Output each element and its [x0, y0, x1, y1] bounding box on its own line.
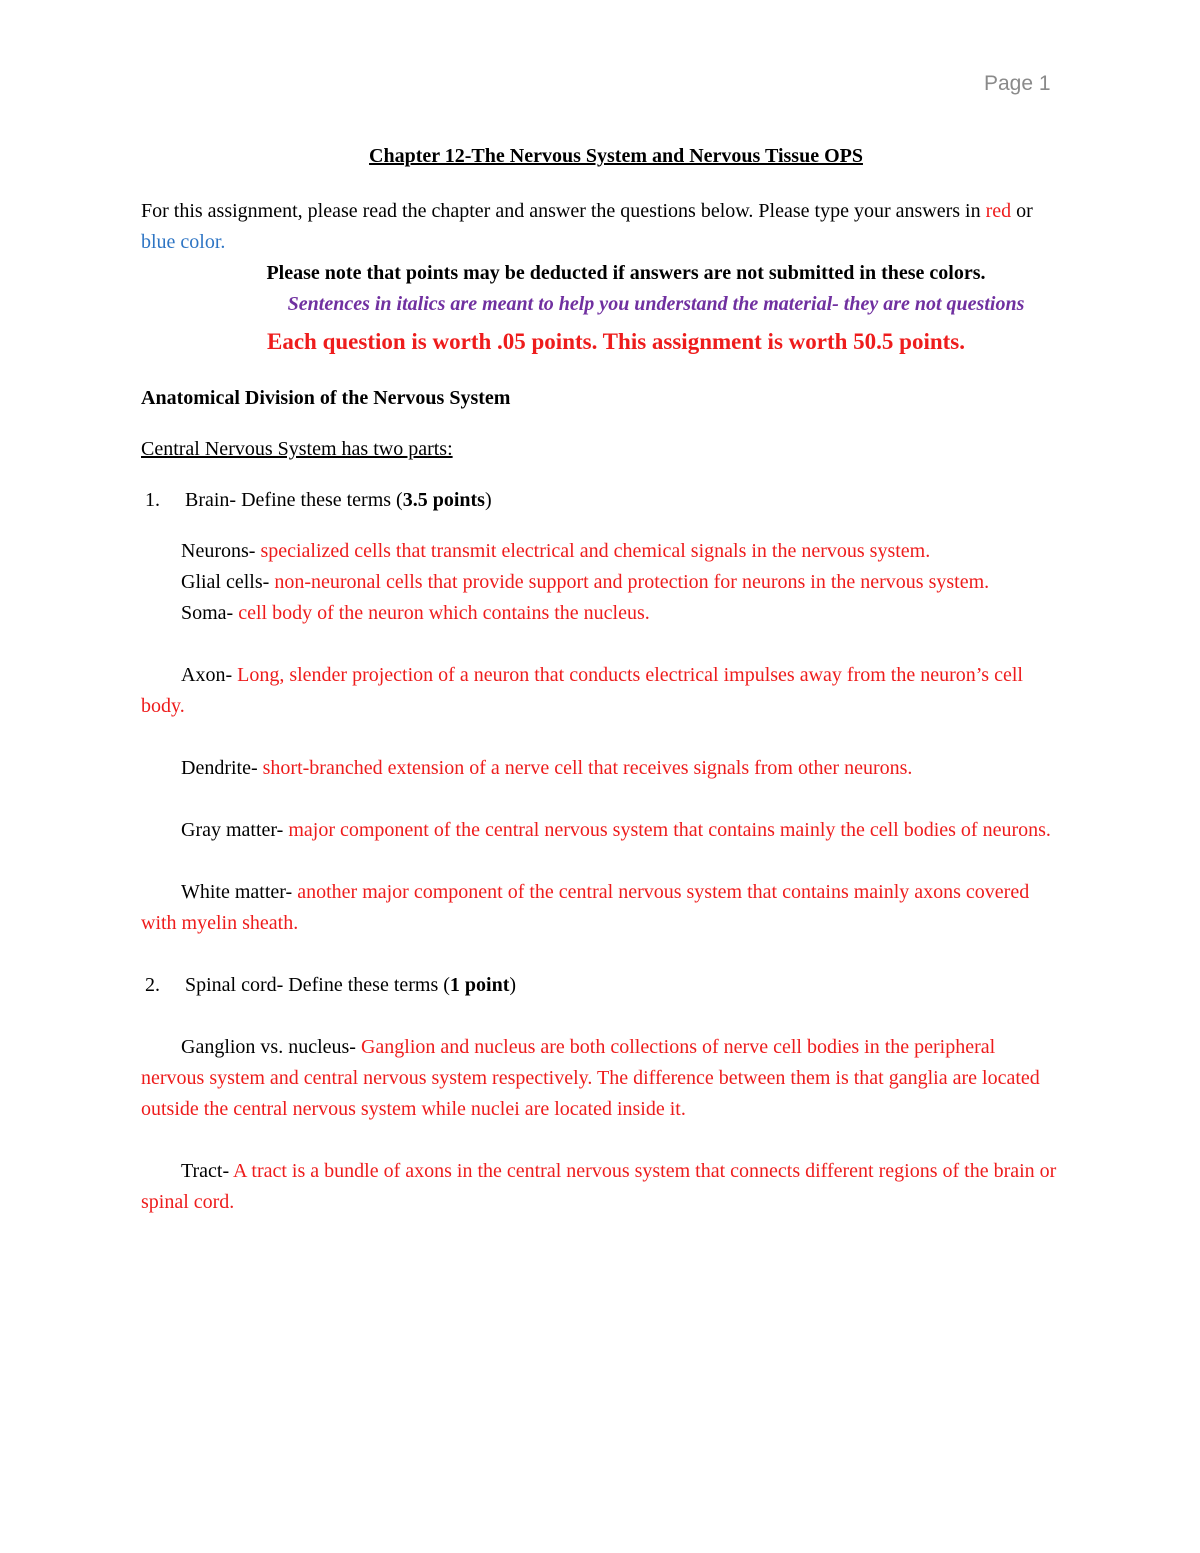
definition-item — [141, 536, 1061, 567]
definition-item — [141, 660, 1061, 722]
definition-item — [141, 753, 1061, 784]
intro-blue-word: blue color. — [141, 231, 226, 253]
answer-text: non-neuronal cells that provide support and protection for neurons in the nervous system. — [274, 571, 990, 593]
question-number: 1. — [145, 489, 160, 511]
question-2 — [141, 970, 1061, 1001]
term-label: Dendrite- — [181, 757, 263, 779]
sub-heading: Central Nervous System has two parts: — [141, 438, 453, 460]
answer-text: short-branched extension of a nerve cell that receives signals from other neurons. — [262, 757, 913, 779]
term-label: Glial cells- — [181, 571, 275, 593]
deduction-note: Please note that points may be deducted if answers are not submitted in these colors. — [266, 262, 986, 284]
definition-item — [141, 598, 1061, 629]
answer-text: Long, slender projection of a neuron that conducts electrical impulses away from the neuron’s cell body. — [141, 664, 1023, 717]
points-note: Each question is worth .05 points. This assignment is worth 50.5 points. — [266, 329, 966, 354]
question-points: 3.5 points — [402, 489, 485, 511]
definition-item — [141, 877, 1061, 939]
answer-text: specialized cells that transmit electrical and chemical signals in the nervous system. — [260, 540, 931, 562]
question-1 — [141, 485, 1061, 516]
question-number: 2. — [145, 974, 160, 996]
term-label: Tract- — [181, 1160, 234, 1182]
answer-text: major component of the central nervous system that contains mainly the cell bodies of neurons. — [288, 819, 1051, 841]
document-body — [141, 141, 1061, 1218]
document-title: Chapter 12-The Nervous System and Nervous Tissue OPS — [369, 145, 863, 167]
prompt-close: ) — [484, 489, 492, 511]
answer-text: cell body of the neuron which contains the nucleus. — [238, 602, 650, 624]
intro-paragraph — [141, 196, 1061, 258]
term-label: White matter- — [181, 881, 298, 903]
question-prompt — [185, 485, 492, 516]
term-label: Soma- — [181, 602, 239, 624]
prompt-close: ) — [509, 974, 517, 996]
answer-text: another major component of the central nervous system that contains mainly axons covered with myelin sheath. — [141, 881, 1030, 934]
answer-text: Ganglion and nucleus are both collections of nerve cell bodies in the peripheral nervous system and central nervous system respectively. The difference between them is that ganglia are located outside the central nervous system while nuclei are located inside it. — [141, 1036, 1040, 1120]
question-prompt — [185, 970, 516, 1001]
term-label: Ganglion vs. nucleus- — [181, 1036, 361, 1058]
prompt-text: Brain- Define these terms ( — [185, 489, 403, 511]
term-label: Neurons- — [181, 540, 261, 562]
intro-text: For this assignment, please read the chapter and answer the questions below. Please type your answers in — [141, 200, 986, 222]
section-heading: Anatomical Division of the Nervous System — [141, 387, 511, 409]
page-number: Page 1 — [984, 72, 1051, 95]
definition-item — [141, 1156, 1061, 1218]
definition-item — [141, 567, 1061, 598]
intro-or-word: or — [1011, 200, 1033, 222]
answer-text: A tract is a bundle of axons in the central nervous system that connects different regions of the brain or spinal cord. — [141, 1160, 1057, 1213]
term-label: Gray matter- — [181, 819, 289, 841]
prompt-text: Spinal cord- Define these terms ( — [185, 974, 450, 996]
italics-note: Sentences in italics are meant to help you understand the material- they are not questions — [287, 293, 1025, 315]
term-label: Axon- — [181, 664, 238, 686]
definition-item — [141, 1032, 1061, 1125]
definition-item — [141, 815, 1061, 846]
question-points: 1 point — [449, 974, 510, 996]
intro-red-word: red — [985, 200, 1012, 222]
